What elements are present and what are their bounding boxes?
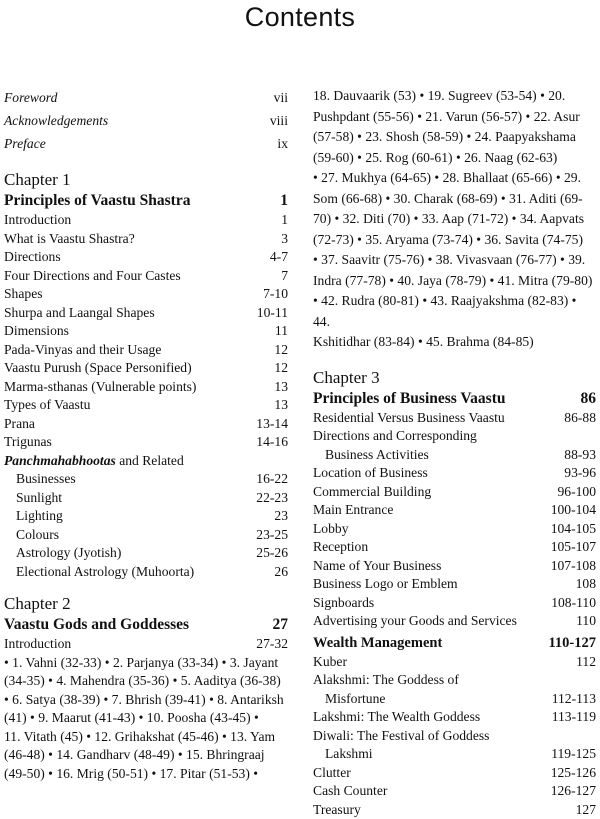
toc-entry-title: Introduction	[4, 211, 275, 230]
gods-list-line: Pushpdant (55-56) • 21. Varun (56-57) • 22. Asur	[313, 107, 596, 128]
toc-entry-page: 23-25	[250, 526, 288, 545]
toc-entry-page: 113-119	[546, 708, 596, 727]
front-matter	[4, 86, 288, 155]
toc-entry[interactable]	[313, 557, 596, 576]
toc-entry-title: Kuber	[313, 653, 570, 672]
toc-entry-title: Cash Counter	[313, 782, 545, 801]
toc-entry-title: and Related	[116, 453, 184, 468]
toc-entry-page: 1	[275, 211, 288, 230]
toc-entry-title: Preface	[4, 132, 271, 155]
toc-entry-page: 105-107	[545, 538, 596, 557]
gods-list-line: (46-48) • 14. Gandharv (48-49) • 15. Bhringraaj	[4, 746, 288, 765]
toc-entry[interactable]	[313, 801, 596, 819]
toc-entry-page: 125-126	[545, 764, 596, 783]
toc-entry-diwali[interactable]	[313, 727, 596, 764]
toc-entry-page: 104-105	[545, 520, 596, 539]
toc-entry-title: Main Entrance	[313, 501, 545, 520]
toc-entry-title: Lobby	[313, 520, 545, 539]
toc-entry-page: 16-22	[250, 470, 288, 489]
toc-entry-title: Astrology (Jyotish)	[4, 544, 250, 563]
gods-list-line: (49-50) • 16. Mrig (50-51) • 17. Pitar (51-53) •	[4, 765, 288, 784]
toc-entry[interactable]	[313, 782, 596, 801]
toc-entry-page: 12	[268, 359, 288, 378]
toc-entry-title: Advertising your Goods and Services	[313, 612, 570, 631]
toc-entry-title: Alakshmi: The Goddess of	[313, 671, 596, 690]
toc-entry-page: 4-7	[264, 248, 288, 267]
gods-list-line: • 27. Mukhya (64-65) • 28. Bhallaat (65-66) • 29.	[313, 168, 596, 189]
toc-entry-page: 26	[268, 563, 288, 582]
toc-entry[interactable]	[4, 248, 288, 267]
toc-entry[interactable]	[4, 378, 288, 397]
gods-list-line: (41) • 9. Maarut (41-43) • 10. Poosha (43-45) •	[4, 709, 288, 728]
toc-entry-page: 7-10	[257, 285, 288, 304]
toc-entry-page: 23	[268, 507, 288, 526]
toc-entry-title: Pada-Vinyas and their Usage	[4, 341, 268, 360]
toc-entry[interactable]	[313, 501, 596, 520]
toc-entry-title: Prana	[4, 415, 250, 434]
chapter-title[interactable]	[4, 191, 288, 211]
toc-entry[interactable]	[4, 230, 288, 249]
toc-entry-title: Dimensions	[4, 322, 269, 341]
toc-entry[interactable]	[313, 520, 596, 539]
section-title-wealth-management[interactable]	[313, 633, 596, 653]
toc-entry-page: 22-23	[250, 489, 288, 508]
chapter-label: Chapter 1	[4, 169, 288, 191]
toc-entry-page: 88-93	[558, 446, 596, 465]
chapter-label: Chapter 2	[4, 593, 288, 615]
toc-entry-title-cont: Lakshmi	[313, 745, 545, 764]
toc-entry[interactable]	[4, 267, 288, 286]
toc-entry[interactable]	[313, 594, 596, 613]
toc-entry[interactable]	[4, 304, 288, 323]
toc-entry-acknowledgements[interactable]	[4, 109, 288, 132]
section-title-text: Wealth Management	[313, 633, 542, 653]
toc-entry-page: 119-125	[545, 745, 596, 764]
toc-entry-page: 108-110	[545, 594, 596, 613]
gods-list-line: Som (66-68) • 30. Charak (68-69) • 31. Aditi (69-	[313, 189, 596, 210]
gods-list-line: 11. Vitath (45) • 12. Grihakshat (45-46) • 13. Yam	[4, 728, 288, 747]
toc-entry-page: 108	[570, 575, 596, 594]
toc-entry[interactable]	[4, 322, 288, 341]
toc-entry-page: 14-16	[250, 433, 288, 452]
toc-entry-title-cont: Business Activities	[313, 446, 558, 465]
toc-entry[interactable]	[313, 612, 596, 631]
toc-entry-page: vii	[268, 86, 288, 109]
toc-entry[interactable]	[4, 359, 288, 378]
toc-entry[interactable]	[313, 764, 596, 783]
toc-entry-title: Colours	[4, 526, 250, 545]
chapter-title[interactable]	[313, 389, 596, 409]
toc-entry-page: 11	[269, 322, 288, 341]
gods-list	[4, 654, 288, 784]
toc-entry[interactable]	[4, 415, 288, 434]
toc-entry-title: Business Logo or Emblem	[313, 575, 570, 594]
toc-entry-title: Types of Vaastu	[4, 396, 268, 415]
toc-entry-title: Vaastu Purush (Space Personified)	[4, 359, 268, 378]
gods-list-line: (34-35) • 4. Mahendra (35-36) • 5. Aaditya (36-38)	[4, 672, 288, 691]
toc-entry-title: Shurpa and Laangal Shapes	[4, 304, 251, 323]
toc-entry-foreword[interactable]	[4, 86, 288, 109]
toc-entry-title: Location of Business	[313, 464, 558, 483]
toc-entry[interactable]	[4, 285, 288, 304]
toc-entry-title: Reception	[313, 538, 545, 557]
toc-entry-alakshmi[interactable]	[313, 671, 596, 708]
toc-entry-page: 3	[275, 230, 288, 249]
gods-list-line: 18. Dauvaarik (53) • 19. Sugreev (53-54) • 20.	[313, 86, 596, 107]
toc-entry-title-cont: Businesses	[4, 470, 250, 489]
toc-entry-page: 13-14	[250, 415, 288, 434]
toc-entry[interactable]	[313, 538, 596, 557]
toc-entry-page: 96-100	[551, 483, 596, 502]
chapter-title-page: 86	[575, 389, 597, 409]
toc-right-column	[313, 86, 596, 819]
toc-sub-entry[interactable]	[4, 563, 288, 582]
toc-entry-title: Commercial Building	[313, 483, 551, 502]
toc-entry-page: 7	[275, 267, 288, 286]
gods-list-line: • 37. Saavitr (75-76) • 38. Vivasvaan (76-77) • 39.	[313, 250, 596, 271]
gods-list-line: • 1. Vahni (32-33) • 2. Parjanya (33-34) • 3. Jayant	[4, 654, 288, 673]
toc-entry[interactable]	[4, 341, 288, 360]
toc-entry-title: Clutter	[313, 764, 545, 783]
toc-entry-page: 25-26	[250, 544, 288, 563]
toc-entry-title-cont: Misfortune	[313, 690, 546, 709]
toc-entry-page: 86-88	[558, 409, 596, 428]
toc-left-column	[4, 86, 288, 783]
gods-list-continued	[313, 86, 596, 353]
gods-list-line: Indra (77-78) • 40. Jaya (78-79) • 41. Mitra (79-80)	[313, 271, 596, 292]
toc-entry-directions[interactable]	[313, 427, 596, 464]
toc-entry-preface[interactable]	[4, 132, 288, 155]
toc-entry[interactable]	[313, 464, 596, 483]
gods-list-line: (72-73) • 35. Aryama (73-74) • 36. Savita (74-75)	[313, 230, 596, 251]
chapter-title-text: Principles of Business Vaastu	[313, 389, 575, 409]
toc-entry-page: 13	[268, 396, 288, 415]
toc-entry[interactable]	[313, 653, 596, 672]
chapter-title-text: Vaastu Gods and Goddesses	[4, 615, 267, 635]
gods-list-line: 70) • 32. Diti (70) • 33. Aap (71-72) • 34. Aapvats	[313, 209, 596, 230]
toc-entry[interactable]	[4, 396, 288, 415]
toc-entry-page: 112	[570, 653, 596, 672]
toc-entry[interactable]	[4, 211, 288, 230]
chapter-title[interactable]	[4, 615, 288, 635]
toc-entry-page: 10-11	[251, 304, 288, 323]
toc-entry-page: 126-127	[545, 782, 596, 801]
toc-entry-title: Four Directions and Four Castes	[4, 267, 275, 286]
gods-list-line: (59-60) • 25. Rog (60-61) • 26. Naag (62-63)	[313, 148, 596, 169]
gods-list-line: • 42. Rudra (80-81) • 43. Raajyakshma (82-83) • 44.	[313, 291, 596, 332]
chapter-label: Chapter 3	[313, 367, 596, 389]
toc-entry-title: Introduction	[4, 635, 250, 654]
toc-entry-page: 100-104	[545, 501, 596, 520]
toc-entry-page: 127	[570, 801, 596, 819]
toc-entry-page: 110	[570, 612, 596, 631]
gods-list-line: (57-58) • 23. Shosh (58-59) • 24. Paapyakshama	[313, 127, 596, 148]
toc-entry-title: Trigunas	[4, 433, 250, 452]
toc-entry-title: Directions	[4, 248, 264, 267]
toc-sub-entry[interactable]	[4, 507, 288, 526]
toc-entry-title: Diwali: The Festival of Goddess	[313, 727, 596, 746]
toc-entry-page: 12	[268, 341, 288, 360]
toc-entry-title: Lighting	[4, 507, 268, 526]
toc-entry-title: Residential Versus Business Vaastu	[313, 409, 558, 428]
toc-entry-title: Acknowledgements	[4, 109, 264, 132]
toc-entry-page: 13	[268, 378, 288, 397]
toc-entry-page: 107-108	[545, 557, 596, 576]
toc-entry-panchmahabhootas[interactable]	[4, 452, 288, 489]
toc-entry-title: Treasury	[313, 801, 570, 819]
page-title: Contents	[0, 2, 600, 33]
chapter-title-page: 1	[274, 191, 288, 211]
toc-entry-title: Electional Astrology (Muhoorta)	[4, 563, 268, 582]
toc-entry-page: 93-96	[558, 464, 596, 483]
toc-entry-title: Directions and Corresponding	[313, 427, 596, 446]
toc-entry-title: Name of Your Business	[313, 557, 545, 576]
chapter-title-page: 27	[267, 615, 289, 635]
toc-entry[interactable]	[4, 635, 288, 654]
toc-entry-page: 27-32	[250, 635, 288, 654]
toc-entry-title: Sunlight	[4, 489, 250, 508]
toc-entry[interactable]	[313, 708, 596, 727]
toc-entry-page: ix	[271, 132, 288, 155]
toc-entry-title: Shapes	[4, 285, 257, 304]
toc-entry-page: viii	[264, 109, 288, 132]
toc-entry-page: 112-113	[546, 690, 596, 709]
toc-entry[interactable]	[4, 433, 288, 452]
toc-entry[interactable]	[313, 483, 596, 502]
toc-entry-title: What is Vaastu Shastra?	[4, 230, 275, 249]
toc-entry-emphasis: Panchmahabhootas	[4, 453, 116, 468]
toc-entry[interactable]	[313, 409, 596, 428]
toc-entry-title: Foreword	[4, 86, 268, 109]
toc-sub-entry[interactable]	[4, 489, 288, 508]
toc-entry-title: Marma-sthanas (Vulnerable points)	[4, 378, 268, 397]
gods-list-line: Kshitidhar (83-84) • 45. Brahma (84-85)	[313, 332, 596, 353]
section-title-page: 110-127	[542, 633, 596, 653]
toc-sub-entry[interactable]	[4, 544, 288, 563]
toc-entry-title: Lakshmi: The Wealth Goddess	[313, 708, 546, 727]
toc-entry[interactable]	[313, 575, 596, 594]
gods-list-line: • 6. Satya (38-39) • 7. Bhrish (39-41) • 8. Antariksh	[4, 691, 288, 710]
toc-entry-title: Signboards	[313, 594, 545, 613]
toc-sub-entry[interactable]	[4, 526, 288, 545]
chapter-title-text: Principles of Vaastu Shastra	[4, 191, 274, 211]
